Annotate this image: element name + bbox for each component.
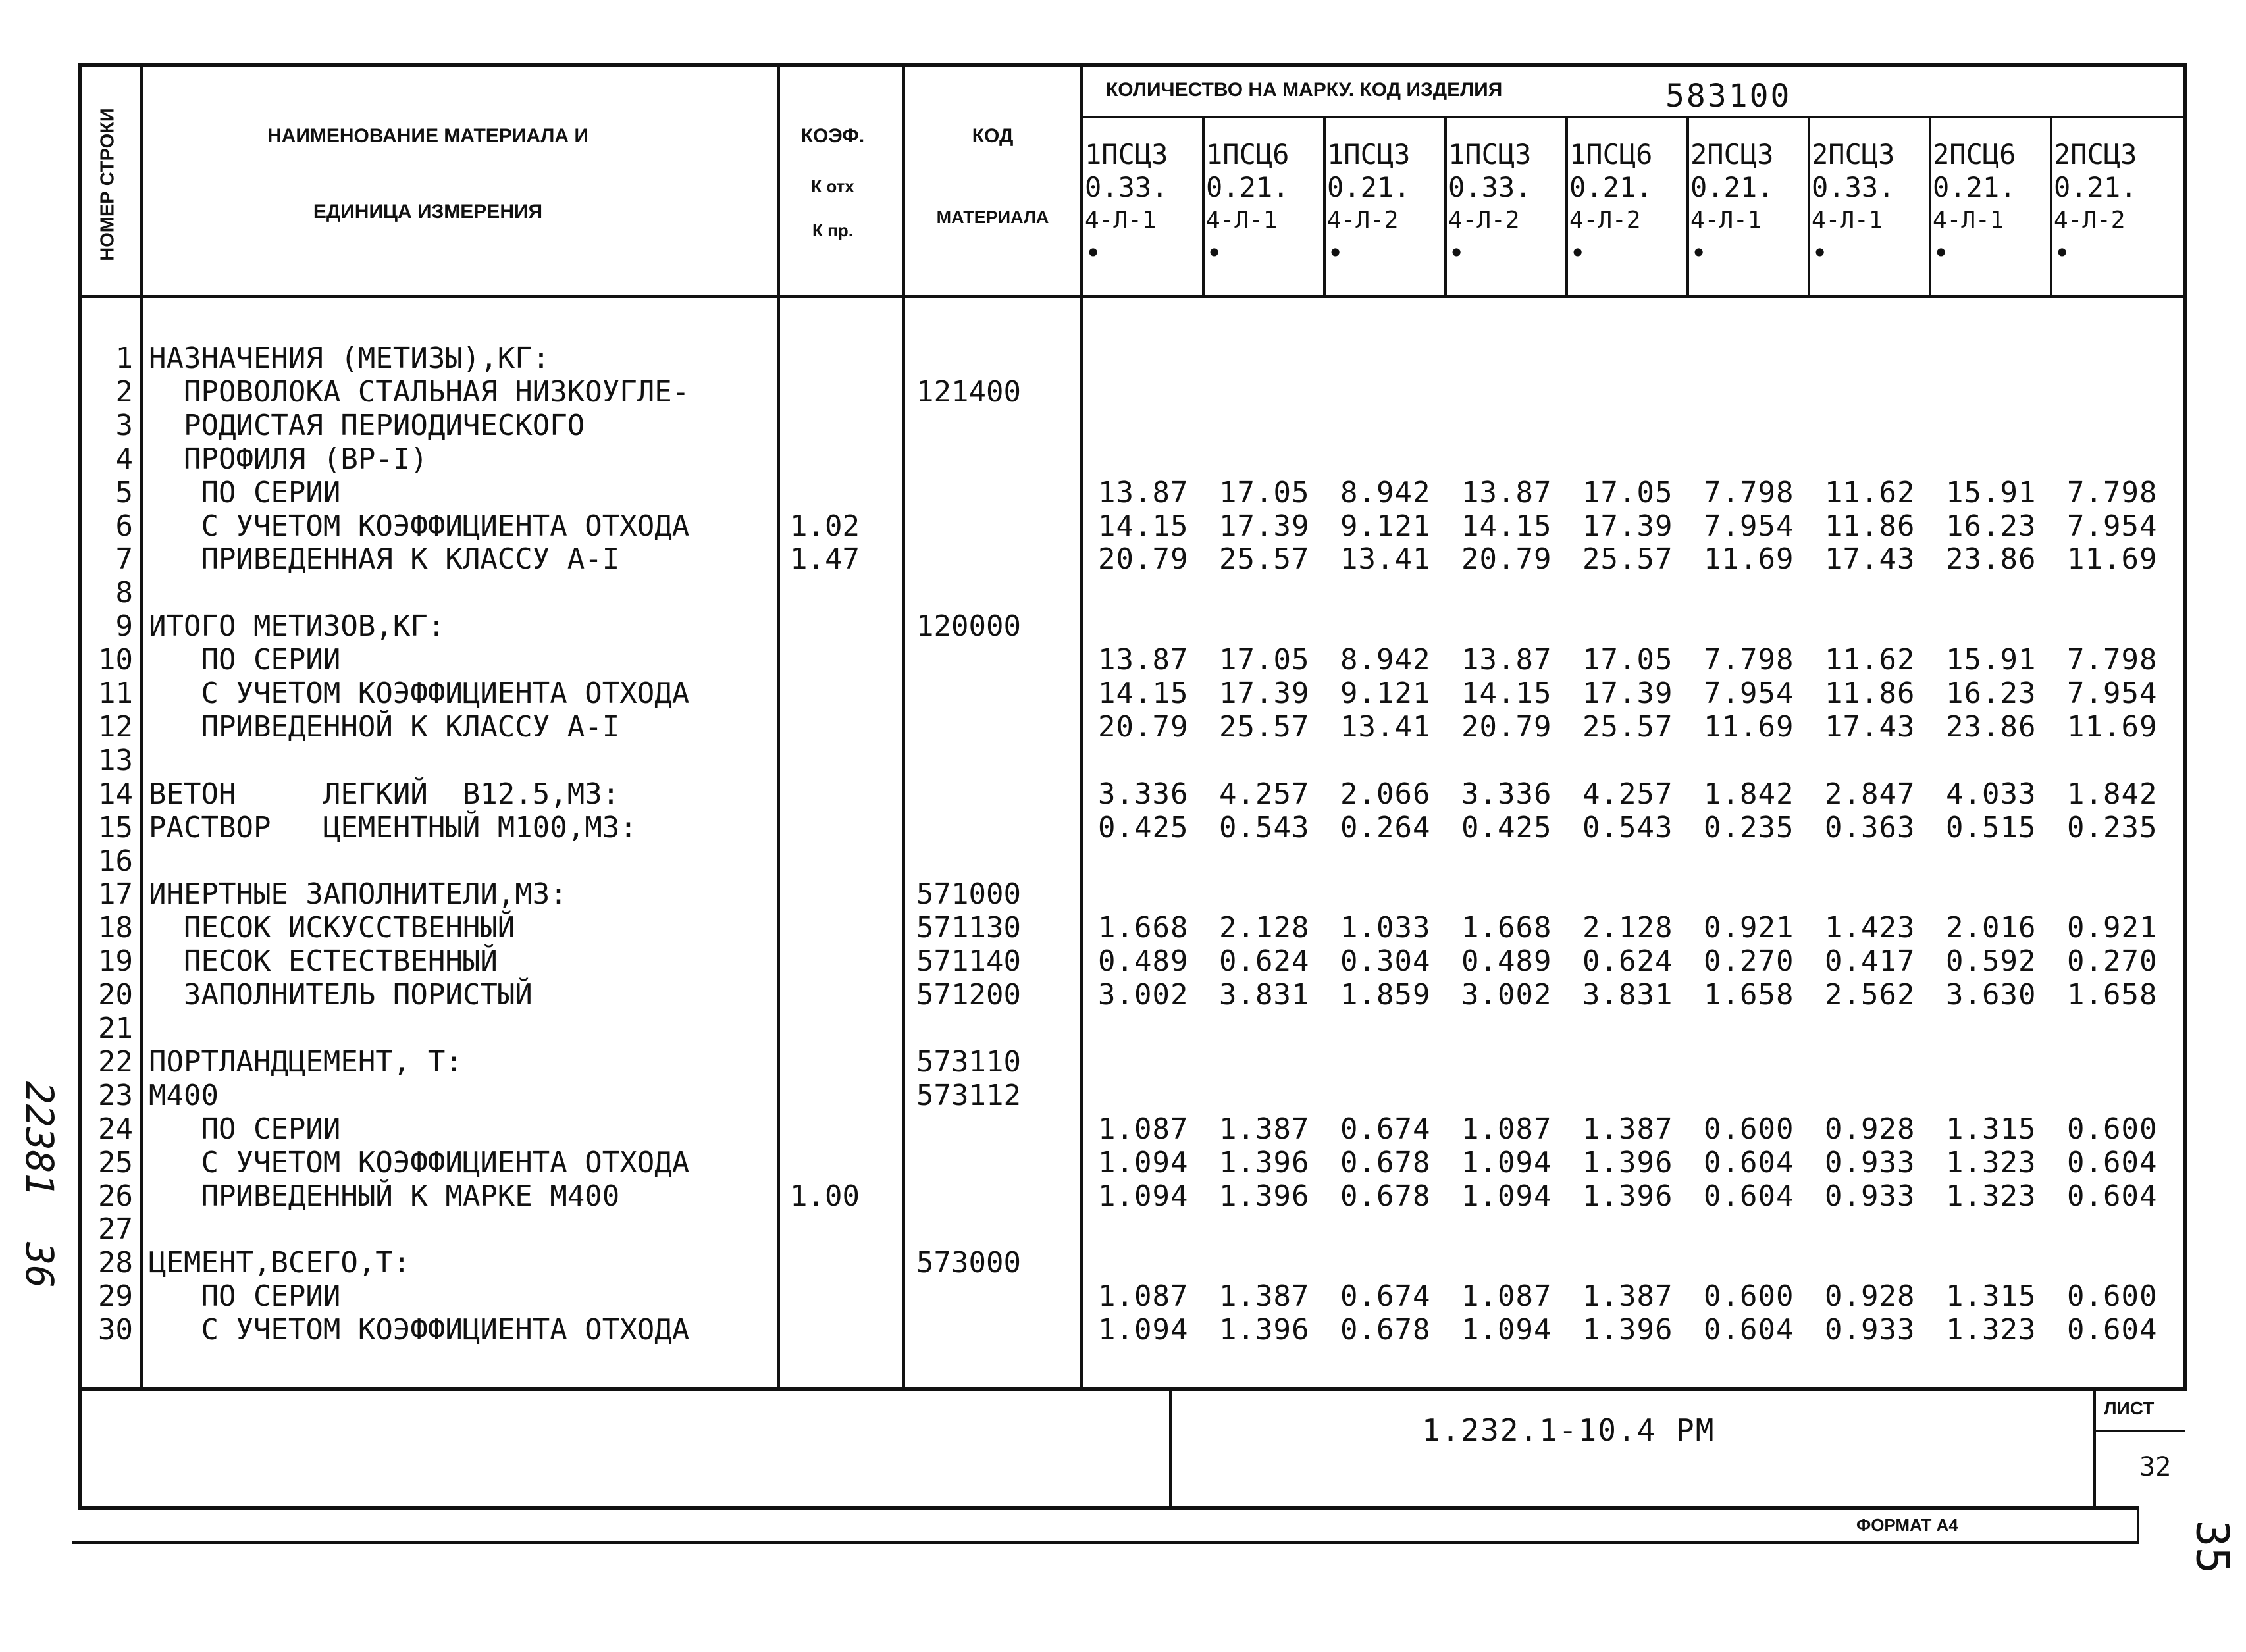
product-column-header-line2: 0.21. (1690, 171, 1774, 203)
quantity-value: 1.859 (1340, 978, 1431, 1012)
row-number: 28 (98, 1246, 133, 1279)
quantity-value: 25.57 (1219, 542, 1310, 576)
quantity-value: 17.05 (1582, 476, 1673, 509)
quantity-value: 0.264 (1340, 811, 1431, 844)
row-number: 18 (98, 911, 133, 944)
page-number (2179, 1514, 2245, 1580)
quantity-value: 4.257 (1219, 777, 1310, 811)
quantity-value: 2.066 (1340, 777, 1431, 811)
row-number: 5 (115, 476, 133, 509)
material-code: 571140 (916, 944, 1021, 978)
product-column-header-line2: 0.21. (1206, 171, 1290, 203)
row-number: 21 (98, 1012, 133, 1045)
quantity-value: 0.604 (2067, 1179, 2158, 1213)
row-number: 29 (98, 1279, 133, 1313)
product-column-header-line1: 1ПСЦ3 (1085, 138, 1168, 170)
row-number: 14 (98, 777, 133, 811)
product-column-header-line3: 4-Л-1 (1206, 207, 1278, 234)
header-bottom-line (78, 295, 2187, 298)
row-number: 12 (98, 710, 133, 744)
quantity-value: 13.87 (1461, 476, 1552, 509)
material-name: РОДИСТАЯ ПЕРИОДИЧЕСКОГО (149, 409, 585, 442)
quantity-value: 11.86 (1825, 677, 1916, 710)
quantity-header: КОЛИЧЕСТВО НА МАРКУ. КОД ИЗДЕЛИЯ (1106, 79, 1503, 101)
coefficient-value: 1.47 (790, 542, 860, 576)
coef-column-line (902, 63, 905, 1391)
quantity-value: 17.39 (1582, 509, 1673, 543)
quantity-value: 0.363 (1825, 811, 1916, 844)
quantity-value: 7.954 (1704, 677, 1794, 710)
quantity-value: 11.69 (2067, 710, 2158, 744)
quantity-value: 0.600 (1704, 1112, 1794, 1146)
quantity-value: 7.954 (2067, 509, 2158, 543)
quantity-value: 0.921 (2067, 911, 2158, 944)
coef-header-line2: К отх (811, 176, 854, 196)
quantity-value: 0.928 (1825, 1112, 1916, 1146)
quantity-value: 1.094 (1461, 1313, 1552, 1347)
product-column-header-line4: • (1085, 237, 1102, 269)
quantity-value: 0.600 (2067, 1112, 2158, 1146)
quantity-value: 13.87 (1098, 476, 1189, 509)
quantity-value: 3.336 (1461, 777, 1552, 811)
product-column-header-line1: 1ПСЦ6 (1206, 138, 1290, 170)
frame-bottom-line (78, 1506, 2137, 1510)
quantity-value: 2.128 (1582, 911, 1673, 944)
quantity-value: 1.396 (1219, 1179, 1310, 1213)
quantity-value: 1.396 (1219, 1146, 1310, 1179)
row-number: 17 (98, 877, 133, 911)
material-code: 571000 (916, 877, 1021, 911)
quantity-value: 1.668 (1461, 911, 1552, 944)
quantity-value: 11.69 (1704, 710, 1794, 744)
row-number: 1 (115, 342, 133, 375)
quantity-value: 1.658 (1704, 978, 1794, 1012)
quantity-value: 1.033 (1340, 911, 1431, 944)
quantity-value: 17.39 (1219, 509, 1310, 543)
quantity-value: 0.933 (1825, 1179, 1916, 1213)
quantity-value: 14.15 (1461, 509, 1552, 543)
product-column-header-line4: • (1327, 237, 1344, 269)
product-column-header-line4: • (1448, 237, 1465, 269)
quantity-value: 2.847 (1825, 777, 1916, 811)
quantity-value: 0.678 (1340, 1179, 1431, 1213)
quantity-value: 1.094 (1461, 1179, 1552, 1213)
sheet-box-mid-line (2093, 1430, 2185, 1432)
quantity-value: 9.121 (1340, 677, 1431, 710)
product-column-header-line3: 4-Л-1 (1933, 207, 2004, 234)
code-column-line (1080, 63, 1083, 1391)
row-number: 30 (98, 1313, 133, 1347)
material-name: ПРИВЕДЕННЫЙ К МАРКЕ М400 (149, 1179, 620, 1213)
product-column-header-line1: 1ПСЦ3 (1448, 138, 1532, 170)
row-number: 4 (115, 442, 133, 476)
quantity-value: 3.831 (1582, 978, 1673, 1012)
quantity-value: 14.15 (1461, 677, 1552, 710)
product-column-header-line1: 1ПСЦ6 (1569, 138, 1653, 170)
material-code: 573112 (916, 1079, 1021, 1112)
coefficient-value: 1.02 (790, 509, 860, 543)
coef-header-line3: К пр. (812, 220, 853, 240)
product-column-header-line1: 2ПСЦ3 (1812, 138, 1895, 170)
quantity-value: 14.15 (1098, 677, 1189, 710)
row-number: 27 (98, 1212, 133, 1246)
quantity-value: 7.954 (2067, 677, 2158, 710)
row-number: 3 (115, 409, 133, 442)
quantity-value: 1.094 (1098, 1313, 1189, 1347)
frame-top-line (78, 63, 2187, 67)
row-number: 10 (98, 643, 133, 677)
product-column-header-line3: 4-Л-2 (2054, 207, 2126, 234)
row-number: 19 (98, 944, 133, 978)
quantity-value: 8.942 (1340, 476, 1431, 509)
product-column-header-line2: 0.33. (1085, 171, 1168, 203)
quantity-value: 1.842 (1704, 777, 1794, 811)
name-header-line1: НАИМЕНОВАНИЕ МАТЕРИАЛА И (267, 125, 588, 147)
quantity-value: 1.668 (1098, 911, 1189, 944)
quantity-value: 1.315 (1946, 1112, 2037, 1146)
material-name: ПРОФИЛЯ (ВР-I) (149, 442, 428, 476)
quantity-value: 25.57 (1219, 710, 1310, 744)
quantity-value: 0.933 (1825, 1313, 1916, 1347)
quantity-value: 2.016 (1946, 911, 2037, 944)
quantity-value: 1.087 (1461, 1279, 1552, 1313)
product-column-header-line2: 0.33. (1448, 171, 1532, 203)
quantity-value: 3.002 (1098, 978, 1189, 1012)
coef-header-line1: КОЭФ. (800, 125, 865, 147)
material-name: С УЧЕТОМ КОЭФФИЦИЕНТА ОТХОДА (149, 509, 690, 543)
quantity-value: 1.396 (1219, 1313, 1310, 1347)
quantity-value: 0.604 (1704, 1179, 1794, 1213)
quantity-value: 3.336 (1098, 777, 1189, 811)
page-number-text: 35 (2185, 1520, 2238, 1574)
quantity-value: 17.43 (1825, 710, 1916, 744)
material-name: ВЕТОН ЛЕГКИЙ В12.5,М3: (149, 777, 620, 811)
code-header-line1: КОД (972, 125, 1014, 147)
quantity-value: 0.674 (1340, 1112, 1431, 1146)
quantity-value: 25.57 (1582, 710, 1673, 744)
product-column-header-line3: 4-Л-1 (1812, 207, 1883, 234)
quantity-value: 0.425 (1461, 811, 1552, 844)
quantity-value: 2.128 (1219, 911, 1310, 944)
material-name: ЦЕМЕНТ,ВСЕГО,Т: (149, 1246, 411, 1279)
row-number: 16 (98, 844, 133, 878)
quantity-value: 4.033 (1946, 777, 2037, 811)
footer-divider-line (1169, 1387, 1172, 1510)
quantity-value: 1.658 (2067, 978, 2158, 1012)
quantity-value: 1.315 (1946, 1279, 2037, 1313)
quantity-header-line (1080, 116, 2187, 118)
quantity-value: 16.23 (1946, 509, 2037, 543)
quantity-value: 0.515 (1946, 811, 2037, 844)
quantity-value: 7.798 (2067, 643, 2158, 677)
frame-right-line (2183, 63, 2187, 1391)
product-column-header-line4: • (2054, 237, 2071, 269)
quantity-value: 17.05 (1219, 643, 1310, 677)
quantity-value: 0.235 (1704, 811, 1794, 844)
row-number: 8 (115, 576, 133, 609)
name-column-line (777, 63, 780, 1391)
quantity-value: 1.087 (1098, 1112, 1189, 1146)
material-code: 573000 (916, 1246, 1021, 1279)
product-column-header-line3: 4-Л-1 (1690, 207, 1762, 234)
rownum-column-line (140, 63, 143, 1391)
quantity-value: 13.41 (1340, 710, 1431, 744)
material-name: ПО СЕРИИ (149, 1279, 341, 1313)
quantity-value: 0.543 (1219, 811, 1310, 844)
quantity-value: 0.425 (1098, 811, 1189, 844)
quantity-value: 1.387 (1582, 1279, 1673, 1313)
quantity-value: 0.417 (1825, 944, 1916, 978)
row-number: 25 (98, 1146, 133, 1179)
product-column-header-line2: 0.21. (1569, 171, 1653, 203)
quantity-value: 0.678 (1340, 1313, 1431, 1347)
quantity-value: 11.69 (2067, 542, 2158, 576)
quantity-value: 1.396 (1582, 1179, 1673, 1213)
name-header-line2: ЕДИНИЦА ИЗМЕРЕНИЯ (313, 201, 543, 222)
quantity-value: 1.087 (1098, 1279, 1189, 1313)
product-column-header-line3: 4-Л-2 (1448, 207, 1520, 234)
product-code: 583100 (1665, 78, 1792, 115)
quantity-value: 0.270 (2067, 944, 2158, 978)
quantity-value: 13.87 (1461, 643, 1552, 677)
sheet-number: 32 (2139, 1452, 2172, 1482)
quantity-value: 1.387 (1582, 1112, 1673, 1146)
product-column-header-line2: 0.33. (1812, 171, 1895, 203)
quantity-value: 11.62 (1825, 643, 1916, 677)
sheet-label: ЛИСТ (2104, 1398, 2155, 1418)
product-column-header-line1: 2ПСЦ3 (1690, 138, 1774, 170)
quantity-value: 0.600 (2067, 1279, 2158, 1313)
quantity-value: 7.798 (1704, 476, 1794, 509)
code-header-line2: МАТЕРИАЛА (936, 207, 1049, 227)
material-name: ПО СЕРИИ (149, 1112, 341, 1146)
quantity-value: 7.798 (1704, 643, 1794, 677)
product-column-header-line2: 0.21. (1933, 171, 2016, 203)
material-name: ИТОГО МЕТИЗОВ,КГ: (149, 609, 446, 643)
row-number-header (92, 86, 124, 283)
quantity-value: 4.257 (1582, 777, 1673, 811)
quantity-value: 0.489 (1098, 944, 1189, 978)
quantity-value: 13.87 (1098, 643, 1189, 677)
product-column-header-line4: • (1690, 237, 1708, 269)
quantity-value: 3.002 (1461, 978, 1552, 1012)
quantity-value: 0.270 (1704, 944, 1794, 978)
row-number: 6 (115, 509, 133, 543)
quantity-value: 11.62 (1825, 476, 1916, 509)
row-number: 2 (115, 375, 133, 409)
quantity-value: 16.23 (1946, 677, 2037, 710)
quantity-value: 0.235 (2067, 811, 2158, 844)
row-number: 23 (98, 1079, 133, 1112)
quantity-value: 0.604 (2067, 1313, 2158, 1347)
row-number: 13 (98, 744, 133, 777)
material-name: М400 (149, 1079, 219, 1112)
product-column-header-line2: 0.21. (2054, 171, 2137, 203)
quantity-value: 0.678 (1340, 1146, 1431, 1179)
quantity-value: 23.86 (1946, 542, 2037, 576)
material-name: С УЧЕТОМ КОЭФФИЦИЕНТА ОТХОДА (149, 1146, 690, 1179)
quantity-value: 14.15 (1098, 509, 1189, 543)
material-name: НАЗНАЧЕНИЯ (МЕТИЗЫ),КГ: (149, 342, 550, 375)
material-name: ПРИВЕДЕННОЙ К КЛАССУ А-I (149, 710, 620, 744)
material-name: ПОРТЛАНДЦЕМЕНТ, Т: (149, 1045, 463, 1079)
quantity-value: 7.954 (1704, 509, 1794, 543)
quantity-value: 15.91 (1946, 643, 2037, 677)
quantity-value: 1.396 (1582, 1313, 1673, 1347)
quantity-value: 0.600 (1704, 1279, 1794, 1313)
quantity-value: 0.921 (1704, 911, 1794, 944)
material-code: 571200 (916, 978, 1021, 1012)
product-column-header-line4: • (1569, 237, 1586, 269)
quantity-value: 1.087 (1461, 1112, 1552, 1146)
body-bottom-line (78, 1387, 2187, 1391)
quantity-value: 1.323 (1946, 1313, 2037, 1347)
document-code: 1.232.1-10.4 РМ (1422, 1412, 1715, 1448)
material-code: 120000 (916, 609, 1021, 643)
material-name: ПЕСОК ЕСТЕСТВЕННЫЙ (149, 944, 498, 978)
quantity-value: 17.05 (1219, 476, 1310, 509)
quantity-value: 0.674 (1340, 1279, 1431, 1313)
material-name: ПРИВЕДЕННАЯ К КЛАССУ А-I (149, 542, 620, 576)
quantity-value: 1.387 (1219, 1279, 1310, 1313)
archive-number-text: 22381 36 (17, 1081, 62, 1289)
quantity-value: 0.304 (1340, 944, 1431, 978)
quantity-value: 17.39 (1219, 677, 1310, 710)
quantity-value: 11.69 (1704, 542, 1794, 576)
product-column-header-line3: 4-Л-2 (1569, 207, 1641, 234)
format-label: ФОРМАТ А4 (1856, 1515, 1958, 1535)
material-name: ПРОВОЛОКА СТАЛЬНАЯ НИЗКОУГЛЕ- (149, 375, 690, 409)
footer-outer-line (72, 1541, 2139, 1544)
product-column-header-line1: 1ПСЦ3 (1327, 138, 1411, 170)
product-column-header-line1: 2ПСЦ3 (2054, 138, 2137, 170)
quantity-value: 17.39 (1582, 677, 1673, 710)
quantity-value: 1.423 (1825, 911, 1916, 944)
material-name: ЗАПОЛНИТЕЛЬ ПОРИСТЫЙ (149, 978, 533, 1012)
material-name: ПО СЕРИИ (149, 476, 341, 509)
frame-left-line (78, 63, 82, 1510)
product-column-header-line3: 4-Л-1 (1085, 207, 1157, 234)
product-column-header-line2: 0.21. (1327, 171, 1411, 203)
quantity-value: 17.43 (1825, 542, 1916, 576)
quantity-value: 9.121 (1340, 509, 1431, 543)
footer-outer-right-line (2137, 1506, 2139, 1544)
quantity-value: 15.91 (1946, 476, 2037, 509)
quantity-value: 0.624 (1219, 944, 1310, 978)
quantity-value: 20.79 (1098, 710, 1189, 744)
quantity-value: 1.094 (1098, 1179, 1189, 1213)
quantity-value: 1.323 (1946, 1146, 2037, 1179)
product-column-header-line4: • (1206, 237, 1223, 269)
quantity-value: 1.396 (1582, 1146, 1673, 1179)
row-number: 9 (115, 609, 133, 643)
coefficient-value: 1.00 (790, 1179, 860, 1213)
quantity-value: 1.387 (1219, 1112, 1310, 1146)
quantity-value: 8.942 (1340, 643, 1431, 677)
product-column-header-line4: • (1812, 237, 1829, 269)
quantity-value: 1.094 (1098, 1146, 1189, 1179)
material-code: 571130 (916, 911, 1021, 944)
quantity-value: 0.624 (1582, 944, 1673, 978)
quantity-value: 1.323 (1946, 1179, 2037, 1213)
product-column-header-line1: 2ПСЦ6 (1933, 138, 2016, 170)
quantity-value: 0.604 (1704, 1146, 1794, 1179)
material-code: 573110 (916, 1045, 1021, 1079)
quantity-value: 0.592 (1946, 944, 2037, 978)
quantity-value: 2.562 (1825, 978, 1916, 1012)
product-column-header-line4: • (1933, 237, 1950, 269)
quantity-value: 23.86 (1946, 710, 2037, 744)
material-name: ПЕСОК ИСКУССТВЕННЫЙ (149, 911, 515, 944)
row-number: 7 (115, 542, 133, 576)
quantity-value: 3.831 (1219, 978, 1310, 1012)
quantity-value: 0.928 (1825, 1279, 1916, 1313)
row-number: 20 (98, 978, 133, 1012)
material-name: С УЧЕТОМ КОЭФФИЦИЕНТА ОТХОДА (149, 677, 690, 710)
quantity-value: 3.630 (1946, 978, 2037, 1012)
row-number: 15 (98, 811, 133, 844)
row-number: 24 (98, 1112, 133, 1146)
product-column-header-line3: 4-Л-2 (1327, 207, 1399, 234)
material-name: ИНЕРТНЫЕ ЗАПОЛНИТЕЛИ,М3: (149, 877, 567, 911)
quantity-value: 0.543 (1582, 811, 1673, 844)
quantity-value: 1.094 (1461, 1146, 1552, 1179)
material-code: 121400 (916, 375, 1021, 409)
quantity-value: 0.604 (1704, 1313, 1794, 1347)
quantity-value: 7.798 (2067, 476, 2158, 509)
material-name: ПО СЕРИИ (149, 643, 341, 677)
row-number-header-text: НОМЕР СТРОКИ (97, 107, 118, 261)
quantity-value: 25.57 (1582, 542, 1673, 576)
row-number: 11 (98, 677, 133, 710)
quantity-value: 0.604 (2067, 1146, 2158, 1179)
quantity-value: 20.79 (1461, 542, 1552, 576)
quantity-value: 1.842 (2067, 777, 2158, 811)
sheet-box-left-line (2093, 1387, 2096, 1510)
quantity-value: 17.05 (1582, 643, 1673, 677)
quantity-value: 11.86 (1825, 509, 1916, 543)
quantity-value: 20.79 (1461, 710, 1552, 744)
material-name: С УЧЕТОМ КОЭФФИЦИЕНТА ОТХОДА (149, 1313, 690, 1347)
quantity-value: 0.933 (1825, 1146, 1916, 1179)
quantity-value: 20.79 (1098, 542, 1189, 576)
quantity-value: 13.41 (1340, 542, 1431, 576)
row-number: 26 (98, 1179, 133, 1213)
quantity-value: 0.489 (1461, 944, 1552, 978)
material-name: РАСТВОР ЦЕМЕНТНЫЙ М100,М3: (149, 811, 637, 844)
row-number: 22 (98, 1045, 133, 1079)
